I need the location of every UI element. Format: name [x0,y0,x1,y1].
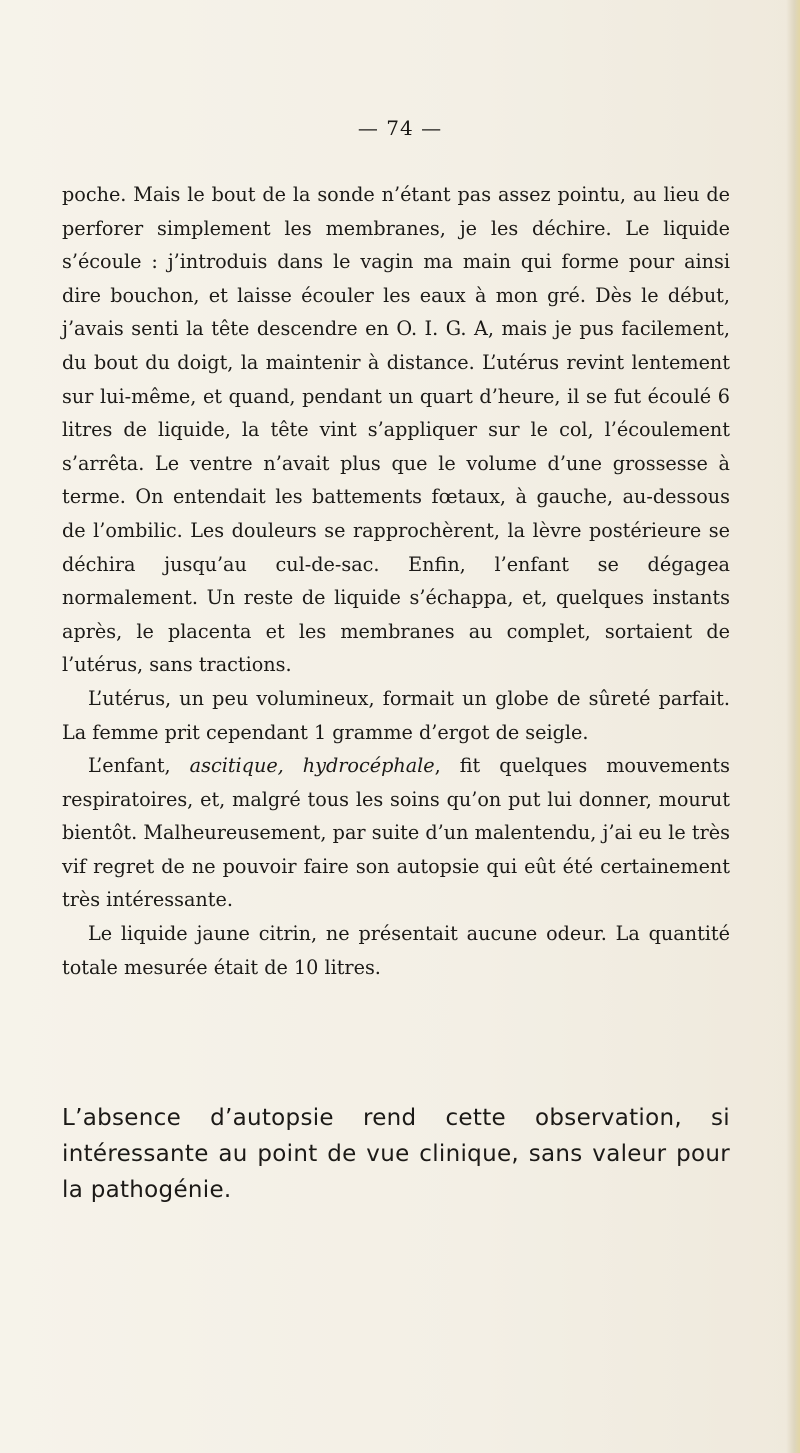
conclusion-text: L’absence d’autopsie rend cette observation, si intéressante au point de vue clinique, sans valeur pour la pathogénie. [62,1105,730,1203]
paragraph-liquid-text: Le liquide jaune citrin, ne présentait aucune odeur. La quantité totale mesurée était de 10 litres. [62,922,730,979]
paragraph-infant-before: L’enfant, [88,754,190,778]
paragraph-delivery-text: poche. Mais le bout de la sonde n’étant pas assez pointu, au lieu de perforer simplement les membranes, je les déchire. Le liquide s’écoule : j’introduis dans le vagin ma main qui forme pour ainsi dire bouchon, et laisse écouler les eaux à mon gré. Dès le début, j’avais senti la tête descendre en O. I. G. A, mais je pus facilement, du bout du doigt, la maintenir à distance. L’utérus revint lentement sur lui-même, et quand, pendant un quart d’heure, il se fut écoulé 6 litres de liquide, la tête vint s’appliquer sur le col, l’écoulement s’arrêta. Le ventre n’avait plus que le volume d’une grossesse à terme. On entendait les battements fœtaux, à gauche, au-dessous de l’ombilic. Les douleurs se rapprochèrent, la lèvre postérieure se déchira jusqu’au cul-de-sac. Enfin, l’enfant se dégagea normalement. Un reste de liquide s’échappa, et, quelques instants après, le placenta et les membranes au complet, sortaient de l’utérus, sans tractions. [62,183,730,677]
page-binding-edge [786,0,800,1453]
paragraph-infant [62,749,730,917]
paragraph-uterus [62,682,730,749]
paragraph-liquid [62,917,730,984]
observation-text [62,178,730,984]
paragraph-infant-after: , fit quelques mouvements respiratoires, et, malgré tous les soins qu’on put lui donner, mourut bientôt. Malheureusement, par suite d’un malentendu, j’ai eu le très vif regret de ne pouvoir faire son autopsie qui eût été certainement très intéressante. [62,754,730,912]
conclusion-note [62,1100,730,1208]
paragraph-uterus-text: L’utérus, un peu volumineux, formait un globe de sûreté parfait. La femme prit cependant 1 gramme d’ergot de seigle. [62,686,730,744]
page-number: — 74 — [357,116,443,140]
paragraph-infant-italic: ascitique, hydrocéphale [189,754,435,778]
paragraph-delivery [62,178,730,682]
